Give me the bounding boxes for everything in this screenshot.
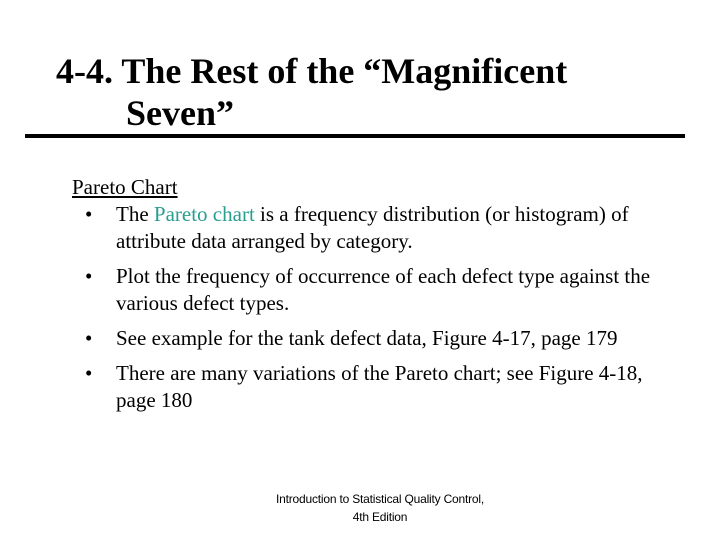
bullet-1-text-end: is a frequency distribution (or histogram) of attribute data arranged by category. [116,202,629,253]
bullet-4-text: There are many variations of the Pareto chart; see Figure 4-18, page 180 [116,361,643,412]
slide-body [72,174,682,414]
footer-line1: Introduction to Statistical Quality Control, [276,492,484,506]
bullet-2-text: Plot the frequency of occurrence of each defect type against the various defect types. [116,264,651,315]
slide-title [56,50,696,134]
bullet-3-text: See example for the tank defect data, Figure 4-17, page 179 [116,326,618,350]
footer-line2: 4th Edition [352,510,408,524]
bullet-item-3 [72,325,682,352]
bullet-1-text-start: The [116,202,154,226]
bullet-item-2 [72,263,682,317]
slide-title-line2: Seven” [126,93,234,133]
title-underline-rule [25,134,685,138]
slide-footer [240,490,520,526]
bullet-item-4 [72,360,682,414]
bullet-marker: • [85,202,93,226]
slide-title-line1: 4-4. The Rest of the “Magnificent [56,51,568,91]
bullet-marker: • [85,361,93,385]
bullet-marker: • [85,326,93,350]
bullet-list [72,201,682,414]
section-heading: Pareto Chart [72,175,178,199]
bullet-marker: • [85,264,93,288]
bullet-item-1 [72,201,682,255]
pareto-chart-highlight: Pareto chart [153,202,255,226]
